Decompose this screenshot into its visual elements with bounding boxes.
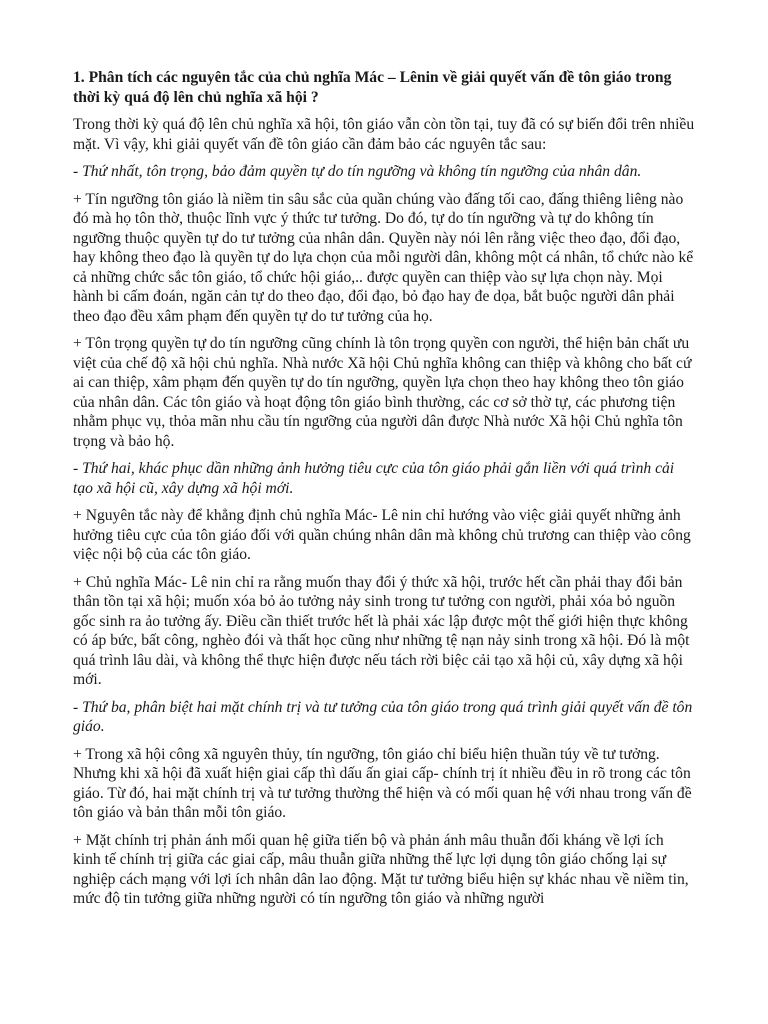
intro-paragraph: Trong thời kỳ quá độ lên chủ nghĩa xã hội, tôn giáo vẫn còn tồn tại, tuy đã có sự biến đổi trên nhiều mặt. Vì vậy, khi giải quyết vấn đề tôn giáo cần đảm bảo các nguyên tắc sau: [73, 116, 695, 153]
principle-2-point-2: + Chủ nghĩa Mác- Lê nin chỉ ra rằng muốn thay đổi ý thức xã hội, trước hết cần phải thay đổi bản thân tồn tại xã hội; muốn xóa bỏ ảo tưởng nảy sinh trong tư tưởng con người, phải xóa bỏ nguồn gốc sinh ra ảo tưởng ấy. Điều cần thiết trước hết là phải xác lập được một thế giới hiện thực không có áp bức, bất công, nghèo đói và thất học cũng như những tệ nạn nảy sinh trong xã hội. Đó là một quá trình lâu dài, và không thể thực hiện được nếu tách rời biệc cải tạo xã hội củ, xây dựng xã hội mới. [73, 573, 690, 688]
question-heading: 1. Phân tích các nguyên tắc của chủ nghĩa Mác – Lênin về giải quyết vấn đề tôn giáo trong thời kỳ quá độ lên chủ nghĩa xã hội ? [73, 69, 672, 106]
principle-3-title: - Thứ ba, phân biệt hai mặt chính trị và tư tưởng của tôn giáo trong quá trình giải quyết vấn đề tôn giáo. [73, 698, 693, 735]
principle-2-point-1: + Nguyên tắc này để khẳng định chủ nghĩa Mác- Lê nin chỉ hướng vào việc giải quyết những ảnh hưởng tiêu cực của tôn giáo đối với quần chúng nhân dân mà không chủ trương can thiệp vào công việc nội bộ của các tôn giáo. [73, 507, 691, 563]
principle-2-title: - Thứ hai, khác phục dần những ảnh hưởng tiêu cực của tôn giáo phải gắn liền với quá trình cải tạo xã hội cũ, xây dựng xã hội mới. [73, 460, 675, 497]
principle-1-title: - Thứ nhất, tôn trọng, bảo đảm quyền tự do tín ngưỡng và không tín ngưỡng của nhân dân. [73, 163, 642, 180]
principle-1-point-1: + Tín ngưỡng tôn giáo là niềm tin sâu sắc của quần chúng vào đấng tối cao, đấng thiêng liêng nào đó mà họ tôn thờ, thuộc lĩnh vực ý thức tư tưởng. Do đó, tự do tín ngưỡng và tự do không tín ngưỡng thuộc quyền tự do tư tưởng của nhân dân. Quyền này nói lên rằng việc theo đạo, đổi đạo, hay không theo đạo là quyền tự do lựa chọn của mỗi người dân, không một cá nhân, tổ chức nào kể cả những chức sắc tôn giáo, tổ chức hội giáo,.. được quyền can thiệp vào sự lựa chọn này. Mọi hành bi cấm đoán, ngăn cản tự do theo đạo, đổi đạo, bỏ đạo hay đe dọa, bắt buộc người dân phải theo đạo đều xâm phạm đến quyền tự do tư tưởng của họ. [73, 190, 694, 325]
principle-3-point-2: + Mặt chính trị phản ánh mối quan hệ giữa tiến bộ và phản ánh mâu thuẫn đối kháng về lợi ích kinh tế chính trị giữa các giai cấp, mâu thuẫn giữa những thế lực lợi dụng tôn giáo chống lại sự nghiệp cách mạng với lợi ích nhân dân lao động. Mặt tư tưởng biểu hiện sự khác nhau về niềm tin, mức độ tin tưởng giữa những người có tín ngưỡng tôn giáo và những người [73, 831, 689, 907]
principle-3-point-1: + Trong xã hội công xã nguyên thủy, tín ngưỡng, tôn giáo chỉ biểu hiện thuần túy về tư tưởng. Nhưng khi xã hội đã xuất hiện giai cấp thì dấu ấn giai cấp- chính trị ít nhiều đều in rõ trong các tôn giáo. Từ đó, hai mặt chính trị và tư tưởng thường thể hiện và có mối quan hệ với nhau trong vấn đề tôn giáo và bản thân mỗi tôn giáo. [73, 745, 692, 821]
principle-1-point-2: + Tôn trọng quyền tự do tín ngưỡng cũng chính là tôn trọng quyền con người, thể hiện bản chất ưu việt của chế độ xã hội chủ nghĩa. Nhà nước Xã hội Chủ nghĩa không can thiệp và không cho bất cứ ai can thiệp, xâm phạm đến quyền tự do tín ngưỡng, quyền lựa chọn theo hay không theo tôn giáo của nhân dân. Các tôn giáo và hoạt động tôn giáo bình thường, các cơ sở thờ tự, các phương tiện nhằm phục vụ, thỏa mãn nhu cầu tín ngưỡng của người dân được Nhà nước Xã hội Chủ nghĩa tôn trọng và bảo hộ. [73, 335, 692, 450]
document-page [73, 68, 695, 917]
